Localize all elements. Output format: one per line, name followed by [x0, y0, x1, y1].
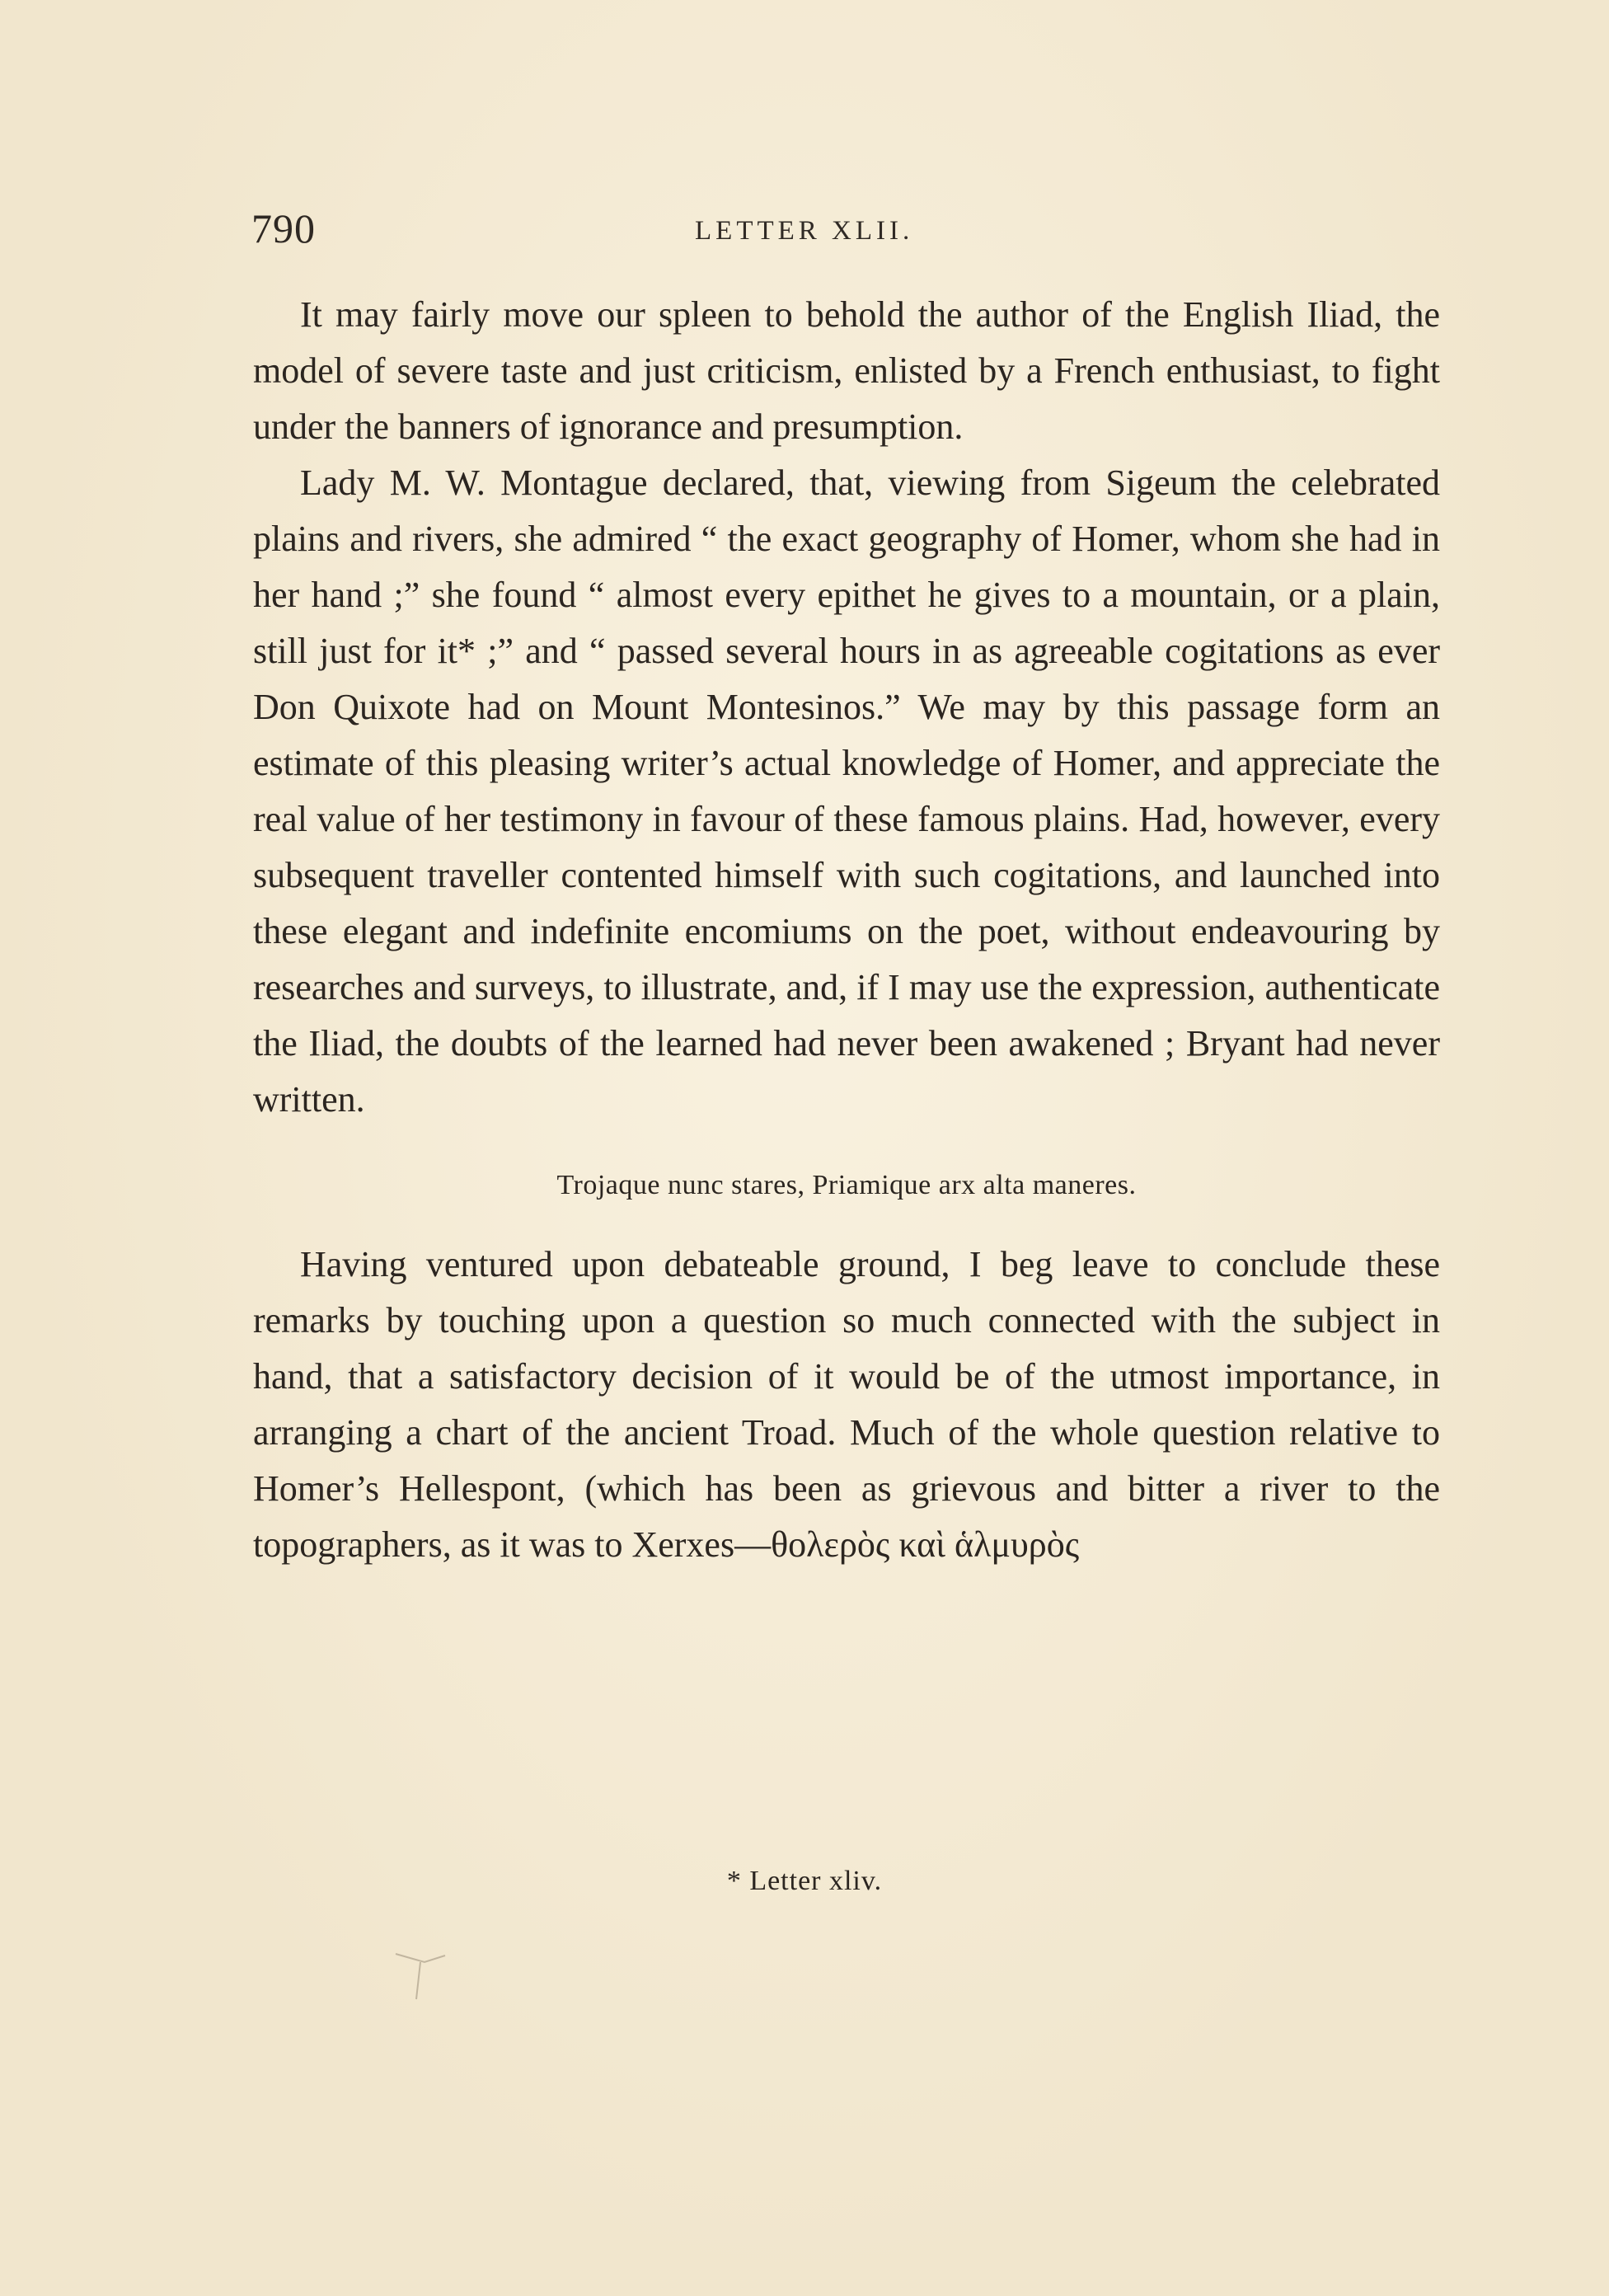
- footnote: * Letter xliv.: [726, 1866, 883, 1896]
- paragraph-3: Having ventured upon debateable ground, I beg leave to conclude these remarks by touching upon a question so much connected with the subject in hand, that a satisfactory decision of it would be of the utmost importance, in arranging a chart of the ancient Troad. Much of the whole question relative to Homer’s Hellespont, (which has been as grievous and bitter a river to the topographers, as it was to Xerxes—θολερὸς καὶ ἁλμυρὸς: [253, 1244, 1440, 1565]
- paragraph-1: It may fairly move our spleen to behold the author of the English Iliad, the model of severe taste and just criticism, enlisted by a French enthusiast, to fight under the banners of ignorance and presumption.: [253, 294, 1440, 447]
- page-header: [251, 204, 1447, 270]
- paragraph-2: Lady M. W. Montague declared, that, viewing from Sigeum the celebrated plains and rivers, she admired “ the exact geography of Homer, whom she had in her hand ;” she found “ almost every epithet he gives to a mountain, or a plain, still just for it* ;” and “ passed several hours in as agreeable cogitations as ever Don Quixote had on Mount Montesinos.” We may by this passage form an estimate of this pleasing writer’s actual knowledge of Homer, and appreciate the real value of her testimony in favour of these famous plains. Had, however, every subsequent traveller contented himself with such cogitations, and launched into these elegant and indefinite encomiums on the poet, without endeavouring by researches and surveys, to illustrate, and, if I may use the expression, authenticate the Iliad, the doubts of the learned had never been awakened ; Bryant had never written.: [253, 462, 1440, 1120]
- running-head: LETTER XLII.: [695, 216, 914, 246]
- ink-speck-mark: [387, 1937, 462, 2012]
- text-block: [253, 287, 1440, 1573]
- page-number: 790: [251, 205, 316, 251]
- verse-quotation: Trojaque nunc stares, Priamique arx alta maneres.: [556, 1170, 1137, 1200]
